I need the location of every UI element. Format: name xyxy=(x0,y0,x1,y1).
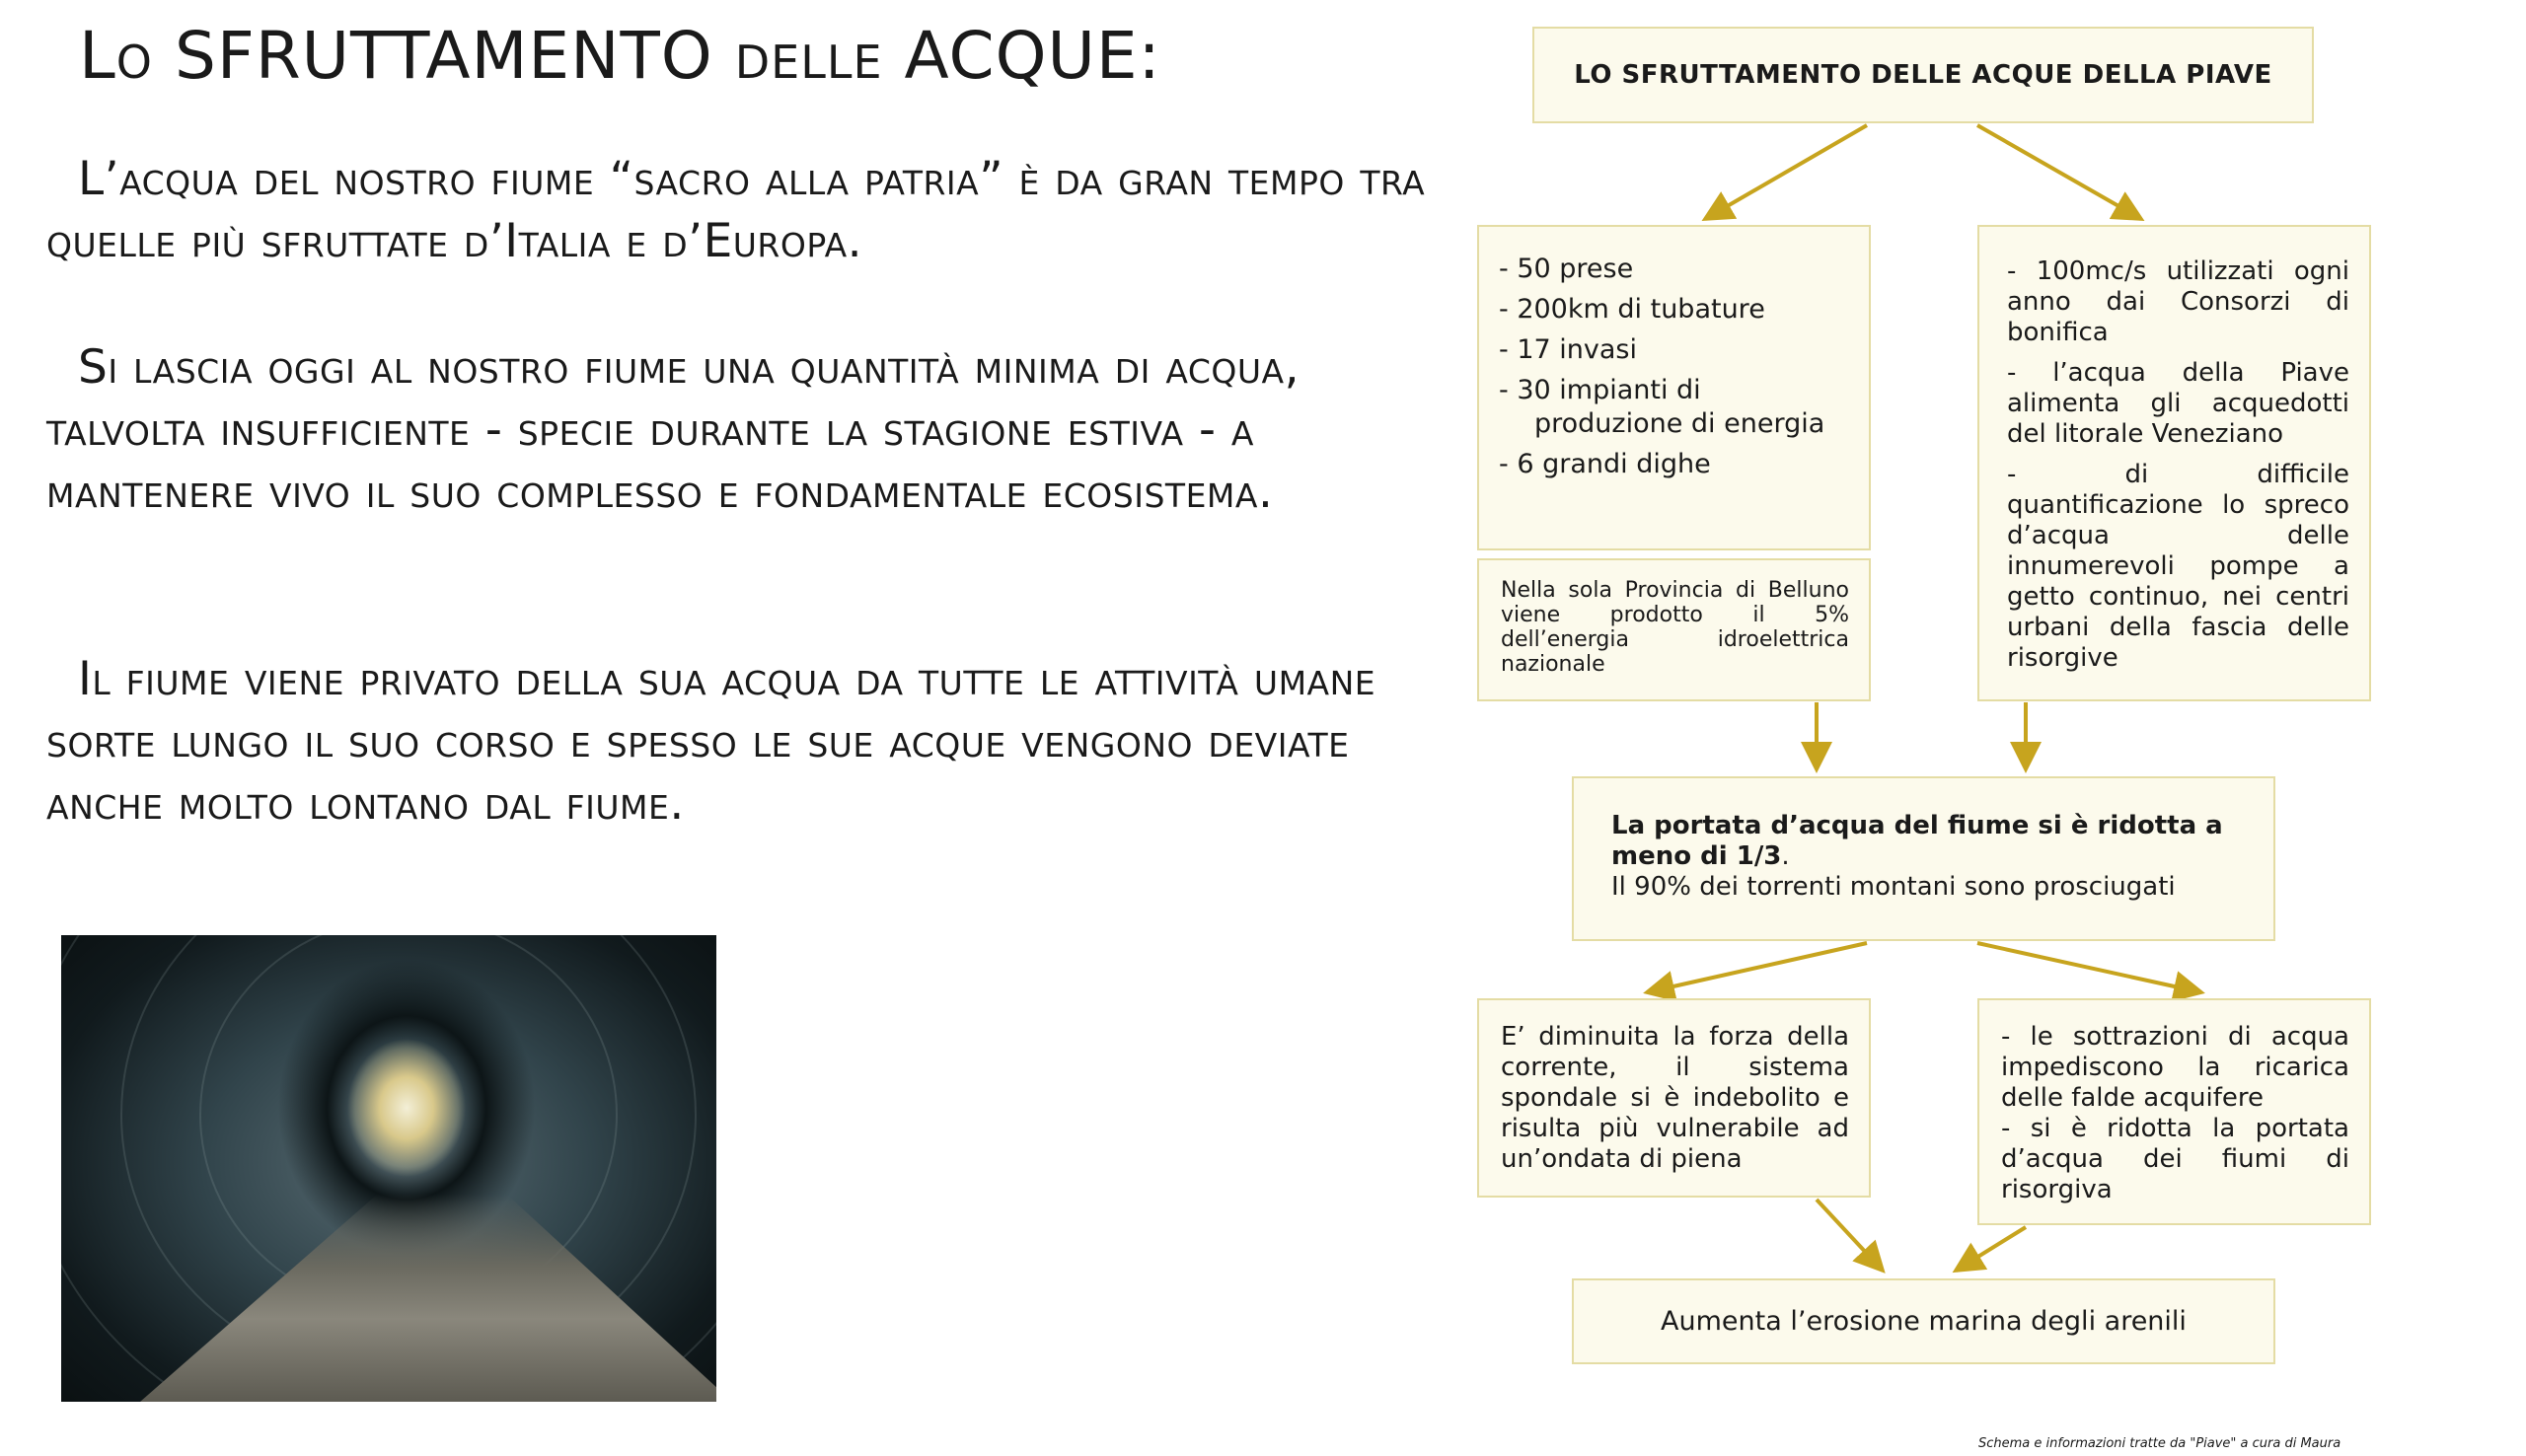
belluno-note-box: Nella sola Provincia di Belluno viene prodotto il 5% dell’energia idroelettrica nazionale xyxy=(1477,558,1871,701)
source-credit: Schema e informazioni tratte da "Piave" a cura di Maura xyxy=(1978,1436,2341,1451)
list-item: - 6 grandi dighe xyxy=(1499,449,1711,479)
arrow-center-to-right xyxy=(1977,943,2201,992)
arrow-title-to-right xyxy=(1977,125,2141,219)
paragraph-1-text: L’acqua del nostro fiume “sacro alla patria” è da gran tempo tra quelle più sfruttate d’Italia e d’Europa. xyxy=(46,152,1426,268)
paragraph-2-text: Si lascia oggi al nostro fiume una quantità minima di acqua, talvolta insufficiente - specie durante la stagione estiva - a mantenere vivo il suo complesso e fondamentale ecosistema. xyxy=(46,340,1300,519)
diagram-title-box: LO SFRUTTAMENTO DELLE ACQUE DELLA PIAVE xyxy=(1532,27,2314,123)
arrow-leftbottom-to-final xyxy=(1817,1200,1883,1271)
arrow-rightbottom-to-final xyxy=(1956,1227,2026,1271)
list-item: - 200km di tubature xyxy=(1499,294,1765,325)
list-item xyxy=(1499,374,1849,441)
flow-reduction-detail: Il 90% dei torrenti montani sono prosciugati xyxy=(1611,872,2176,902)
list-item: - l’acqua della Piave alimenta gli acquedotti del litorale Veneziano xyxy=(2007,358,2349,449)
aquifer-box xyxy=(1977,998,2371,1225)
paragraph-3-text: Il fiume viene privato della sua acqua da tutte le attività umane sorte lungo il suo corso e spesso le sue acque vengono deviate anche molto lontano dal fiume. xyxy=(46,652,1376,831)
flow-reduction-headline: La portata d’acqua del fiume si è ridotta a meno di 1/3 xyxy=(1611,811,2223,871)
water-use-box xyxy=(1977,225,2371,701)
list-item: - 100mc/s utilizzati ogni anno dai Consorzi di bonifica xyxy=(2007,256,2349,347)
list-item: - 17 invasi xyxy=(1499,334,1637,365)
aquifer-point-2: - si è ridotta la portata d’acqua dei fiumi di risorgiva xyxy=(2001,1114,2349,1204)
aquifer-point-1: - le sottrazioni di acqua impediscono la ricarica delle falde acquifere xyxy=(2001,1022,2349,1113)
page-title: Lo SFRUTTAMENTO delle ACQUE: xyxy=(79,18,1161,94)
list-item-continuation: produzione di energia xyxy=(1534,408,1825,439)
flow-reduction-box xyxy=(1572,776,2275,941)
flow-reduction-period: . xyxy=(1781,841,1790,871)
infrastructure-list xyxy=(1499,253,1849,481)
arrow-center-to-left xyxy=(1647,943,1867,992)
bank-weakening-box: E’ diminuita la forza della corrente, il sistema spondale si è indebolito e risulta più vulnerabile ad un’ondata di piena xyxy=(1477,998,1871,1198)
water-use-list xyxy=(2007,256,2349,674)
arrow-title-to-left xyxy=(1705,125,1867,219)
erosion-box: Aumenta l’erosione marina degli arenili xyxy=(1572,1278,2275,1364)
list-item: - di difficile quantificazione lo spreco d’acqua delle innumerevoli pompe a getto continuo, nei centri urbani della fascia delle risorgive xyxy=(2007,460,2349,673)
infrastructure-box xyxy=(1477,225,1871,550)
list-item-text: - 30 impianti di xyxy=(1499,375,1701,405)
list-item: - 50 prese xyxy=(1499,254,1634,284)
